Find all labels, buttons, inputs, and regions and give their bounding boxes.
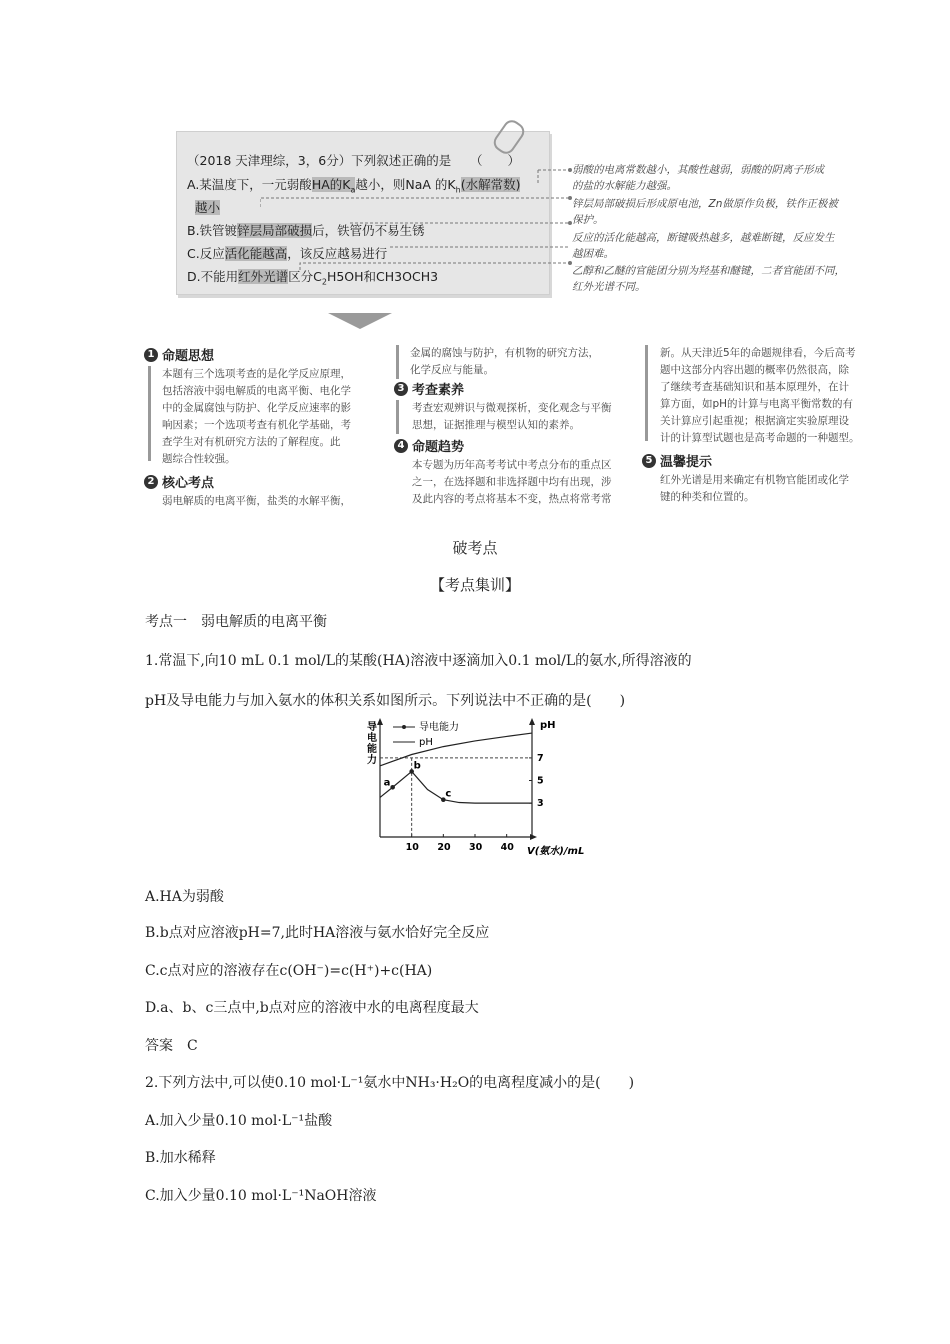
heading-tips: 5 温馨提示 [642,451,860,470]
q2-option-c: C.加入少量0.10 mol·L⁻¹NaOH溶液 [145,1188,377,1204]
titration-chart [335,716,595,866]
note-4: 乙醇和乙醚的官能团分别为羟基和醚键，二者官能团不同， 红外光谱不同。 [572,265,845,293]
heading-literacy: 3 考查素养 [394,379,612,398]
number-badge-5: 5 [642,454,656,468]
series-line-conductivity [380,771,532,803]
heading-idea: 1 命题思想 [144,345,351,364]
column-1 [144,345,351,510]
number-badge-4: 4 [394,439,408,453]
paragraph-literacy: 考查宏观辨识与微观探析，变化观念与平衡 思想，证据推理与模型认知的素养。 [412,402,612,431]
x-arrow-icon [530,834,537,840]
card-option-b: B.铁管镀锌层局部破损后，铁管仍不易生锈 [187,223,425,238]
card-option-a: A.某温度下，一元弱酸HA的$K_a$越小，则NaA 的$K_h$(水解常数) [187,177,521,195]
point-label-a: a [383,777,391,789]
column-3 [642,345,860,506]
q1-option-c: C.c点对应的溶液存在c(OH⁻)=c(H⁺)+c(HA) [145,963,433,979]
connector-lines [260,165,580,275]
data-point-a [390,785,395,790]
paragraph-trend-cont: 新。从天津近5年的命题规律看，今后高考 题中这部分内容出题的概率仍然很高，除 了继续考查基础知识和基本原理外，在计 算方面，如pH的计算与电离平衡常数的有 关计算应引起重视；根据滴定实验原理设 计的计算型试题也是高考命题的一种题型。 [660,347,860,444]
card-option-a-cont: 越小 [195,200,221,215]
y-tick-label-5: 5 [537,775,544,787]
legend-label-conductivity: 导电能力 [419,722,459,733]
y-label-right: pH [540,720,556,731]
x-tick-label-10: 10 [405,842,419,853]
q2-stem: 2.下列方法中,可以使0.10 mol·L⁻¹氨水中NH₃·H₂O的电离程度减小的是( ) [145,1075,635,1091]
number-badge-2: 2 [144,475,158,489]
q2-option-b: B.加水稀释 [145,1150,216,1166]
point-label-b: b [413,760,421,772]
paragraph-trend: 本专题为历年高考考试中考点分布的重点区 之一，在选择题和非选择题中均有出现，涉 及此内容的考点将基本不变，热点将常考常 [412,459,612,505]
y-tick-label-7: 7 [537,752,544,764]
subsection-title: 【考点集训】 [429,576,520,594]
q1-option-b: B.b点对应溶液pH=7,此时HA溶液与氨水恰好完全反应 [145,925,490,941]
paragraph-tips: 红外光谱是用来确定有机物官能团或化学 键的种类和位置的。 [660,474,849,503]
paragraph-core-cont: 金属的腐蚀与防护，有机物的研究方法， 化学反应与能量。 [410,347,599,376]
card-option-c: C.反应活化能越高，该反应越易进行 [187,246,388,261]
x-axis-label: V(氨水)/mL [527,846,585,857]
q1-answer: 答案 C [145,1038,198,1054]
q1-option-a: A.HA为弱酸 [145,889,224,905]
point-label-c: c [445,788,452,800]
x-tick-label-40: 40 [500,842,514,853]
q2-option-a: A.加入少量0.10 mol·L⁻¹盐酸 [145,1113,333,1129]
x-tick-label-30: 30 [469,842,483,853]
chart-svg [335,716,595,866]
note-1: 弱酸的电离常数越小，其酸性越弱，弱酸的阴离子形成 的盐的水解能力越强。 [572,164,824,192]
kp-title: 考点一 弱电解质的电离平衡 [145,614,327,630]
card-title: （2018 天津理综，3，6分）下列叙述正确的是 （ ） [187,153,520,168]
heading-trend: 4 命题趋势 [394,436,612,455]
x-tick-label-20: 20 [437,842,451,853]
y-left-arrow-icon [377,718,383,725]
legend-dot-conductivity [402,725,406,729]
q1-option-d: D.a、b、c三点中,b点对应的溶液中水的电离程度最大 [145,1000,479,1016]
y-tick-label-3: 3 [537,798,544,810]
y-label-left: 导电能力 [367,722,377,766]
card-option-d: D.不能用红外光谱区分$C_2H5OH$和CH3OCH3 [187,269,439,287]
section-title: 破考点 [452,539,498,557]
paragraph-core: 弱电解质的电离平衡，盐类的水解平衡， [162,495,351,507]
column-2 [394,345,612,508]
note-2: 锌层局部破损后形成原电池，Zn做原作负极，铁作正极被 保护。 [572,198,838,226]
paragraph-idea: 本题有三个选项考查的是化学反应原理， 包括溶液中弱电解质的电离平衡、电化学 中的金属腐蚀与防护、化学反应速率的影 响因素；一个选项考查有机化学基础，考 查学生对有机研究方法的了解程度。此 题综合性较强。 [162,368,351,465]
legend-label-ph: pH [419,737,433,748]
note-3: 反应的活化能越高，断键吸热越多，越难断键，反应发生 越困难。 [572,232,835,260]
arrow-down-icon [328,313,392,329]
heading-core: 2 核心考点 [144,472,351,491]
y-right-arrow-icon [529,718,535,725]
number-badge-1: 1 [144,348,158,362]
q1-stem-line1: 1.常温下,向10 mL 0.1 mol/L的某酸(HA)溶液中逐滴加入0.1 mol/L的氨水,所得溶液的 [145,653,692,669]
q1-stem-line2: pH及导电能力与加入氨水的体积关系如图所示。下列说法中不正确的是( ) [145,693,626,709]
number-badge-3: 3 [394,382,408,396]
series-line-ph [380,733,532,766]
